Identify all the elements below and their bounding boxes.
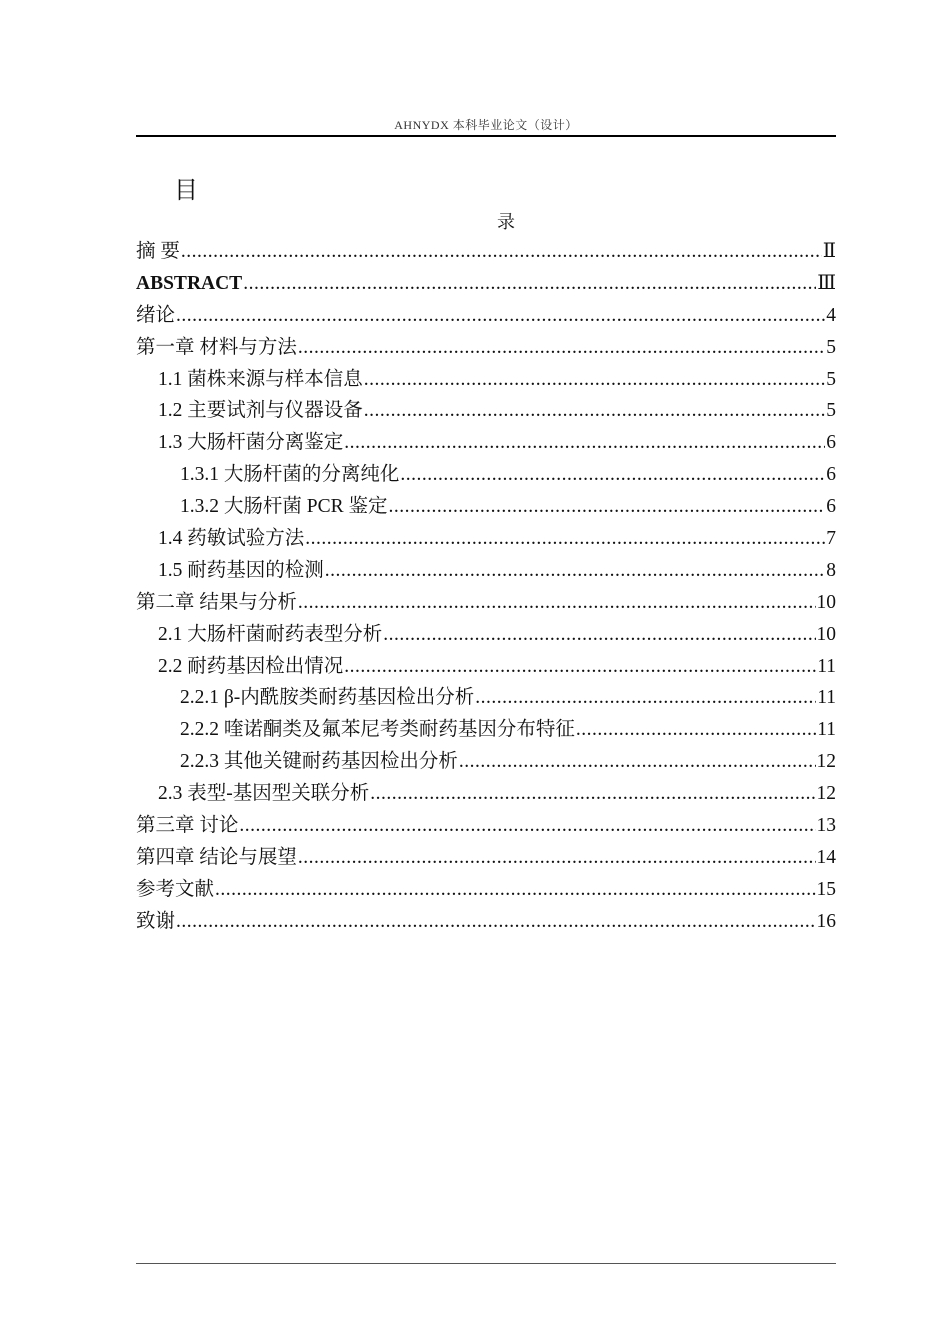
toc-entry-label: 2.3 表型-基因型关联分析 (158, 783, 370, 805)
toc-leader-dots (239, 810, 815, 842)
toc-entry-page: 8 (826, 559, 836, 581)
toc-entry-page: 6 (826, 432, 836, 454)
toc-entry[interactable] (136, 587, 836, 619)
toc-entry[interactable] (136, 810, 836, 842)
toc-entry[interactable] (136, 268, 836, 300)
toc-entry-page: 6 (826, 496, 836, 518)
toc-entry-label: 1.1 菌株来源与样本信息 (158, 368, 363, 390)
toc-entry[interactable] (136, 842, 836, 874)
toc-title: 目 (174, 176, 198, 204)
toc-entry[interactable] (136, 651, 836, 683)
toc-entry-page: 11 (817, 719, 836, 741)
toc-entry[interactable] (136, 459, 836, 491)
toc-entry-page: 14 (816, 846, 836, 868)
toc-entry-label: 1.3.2 大肠杆菌 PCR 鉴定 (180, 496, 388, 518)
toc-entry-page: 10 (816, 591, 836, 613)
header-rule (136, 135, 836, 137)
toc-entry[interactable] (136, 300, 836, 332)
toc-entry[interactable] (136, 236, 836, 268)
toc-leader-dots (298, 332, 825, 364)
toc-leader-dots (181, 236, 822, 268)
toc-entry-page: Ⅱ (822, 241, 836, 262)
toc-title-continuation: 录 (497, 212, 515, 232)
toc-entry-page: 4 (826, 304, 836, 326)
page-header: AHNYDX 本科毕业论文（设计） (394, 118, 578, 132)
toc-entry-label: 摘 要 (136, 241, 180, 262)
toc-leader-dots (298, 842, 816, 874)
toc-entry-label: 第四章 结论与展望 (136, 846, 297, 868)
toc-entry-page: 5 (826, 400, 836, 422)
toc-entry-page: 7 (826, 528, 836, 550)
table-of-contents (136, 236, 836, 938)
toc-entry-label: 第一章 材料与方法 (136, 336, 297, 358)
toc-leader-dots (325, 555, 825, 587)
toc-leader-dots (364, 395, 825, 427)
toc-entry-label: 2.1 大肠杆菌耐药表型分析 (158, 623, 383, 645)
toc-leader-dots (475, 682, 816, 714)
toc-leader-dots (176, 300, 825, 332)
toc-entry[interactable] (136, 778, 836, 810)
toc-entry[interactable] (136, 491, 836, 523)
toc-entry-page: 13 (816, 815, 836, 837)
toc-entry-label: 1.3.1 大肠杆菌的分离纯化 (180, 464, 400, 486)
toc-leader-dots (364, 364, 825, 396)
toc-entry-page: 10 (816, 623, 836, 645)
toc-entry-page: 12 (816, 751, 836, 773)
toc-leader-dots (383, 619, 815, 651)
toc-entry[interactable] (136, 364, 836, 396)
toc-entry-page: 5 (826, 336, 836, 358)
toc-entry[interactable] (136, 427, 836, 459)
toc-entry[interactable] (136, 714, 836, 746)
toc-leader-dots (305, 523, 825, 555)
toc-leader-dots (388, 491, 825, 523)
toc-entry-label: 1.3 大肠杆菌分离鉴定 (158, 432, 344, 454)
toc-entry-page: 11 (817, 655, 836, 677)
toc-entry-page: 11 (817, 687, 836, 709)
toc-entry-label: 2.2 耐药基因检出情况 (158, 655, 344, 677)
toc-entry-label: 1.5 耐药基因的检测 (158, 559, 324, 581)
toc-entry-label: 参考文献 (136, 878, 215, 900)
toc-entry-page: 12 (816, 783, 836, 805)
toc-entry[interactable] (136, 523, 836, 555)
toc-entry-page: 16 (816, 910, 836, 932)
toc-leader-dots (298, 587, 816, 619)
toc-entry[interactable] (136, 682, 836, 714)
toc-entry-page: 5 (826, 368, 836, 390)
toc-entry-label: 2.2.2 喹诺酮类及氟苯尼考类耐药基因分布特征 (180, 719, 575, 741)
toc-entry-page: 15 (816, 878, 836, 900)
toc-entry-label: 绪论 (136, 304, 176, 326)
toc-entry-label: 致谢 (136, 910, 176, 932)
toc-leader-dots (576, 714, 816, 746)
toc-entry[interactable] (136, 906, 836, 938)
toc-entry[interactable] (136, 332, 836, 364)
toc-entry-label: 第三章 讨论 (136, 815, 239, 837)
toc-leader-dots (243, 268, 816, 300)
toc-leader-dots (176, 906, 815, 938)
toc-entry-label: 1.4 药敏试验方法 (158, 528, 305, 550)
toc-leader-dots (344, 651, 816, 683)
toc-entry-label: 1.2 主要试剂与仪器设备 (158, 400, 363, 422)
toc-entry-label: 第二章 结果与分析 (136, 591, 297, 613)
toc-entry-label: 2.2.1 β-内酰胺类耐药基因检出分析 (180, 687, 475, 709)
toc-entry-label: ABSTRACT (136, 272, 243, 294)
footer-rule (136, 1263, 836, 1264)
toc-leader-dots (459, 746, 816, 778)
toc-leader-dots (215, 874, 815, 906)
toc-entry[interactable] (136, 746, 836, 778)
toc-leader-dots (370, 778, 815, 810)
toc-entry[interactable] (136, 555, 836, 587)
toc-entry[interactable] (136, 619, 836, 651)
toc-leader-dots (344, 427, 825, 459)
toc-entry-label: 2.2.3 其他关键耐药基因检出分析 (180, 751, 458, 773)
toc-entry[interactable] (136, 395, 836, 427)
toc-entry[interactable] (136, 874, 836, 906)
toc-entry-page: Ⅲ (817, 272, 836, 294)
toc-leader-dots (400, 459, 825, 491)
toc-entry-page: 6 (826, 464, 836, 486)
